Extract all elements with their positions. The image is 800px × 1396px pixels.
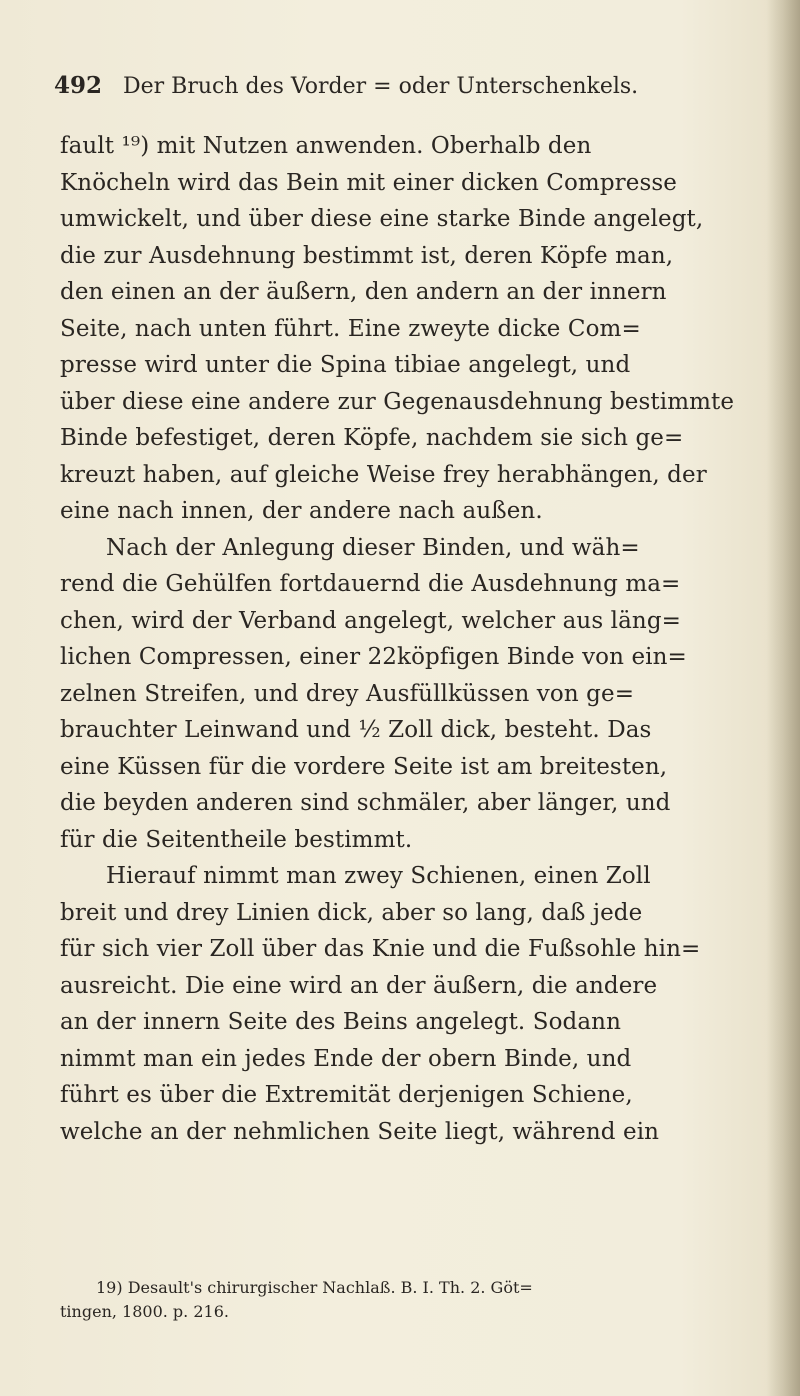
- text-line: rend die Gehülfen fortdauernd die Ausdehnung ma=: [60, 571, 681, 597]
- body-text: [60, 128, 760, 1150]
- paragraph-start-line: Nach der Anlegung dieser Binden, und wäh=: [106, 534, 640, 561]
- text-line: umwickelt, und über diese eine starke Binde angelegt,: [60, 206, 704, 232]
- text-line: kreuzt haben, auf gleiche Weise frey herabhängen, der: [60, 461, 707, 488]
- text-line: nimmt man ein jedes Ende der obern Binde, und: [60, 1045, 632, 1072]
- running-title: Der Bruch des Vorder = oder Unterschenkels.: [123, 74, 639, 99]
- text-line: die beyden anderen sind schmäler, aber länger, und: [60, 790, 671, 816]
- text-line: breit und drey Linien dick, aber so lang, daß jede: [60, 899, 643, 926]
- text-line: zelnen Streifen, und drey Ausfüllküssen von ge=: [60, 680, 635, 707]
- footnote: [60, 1276, 776, 1324]
- text-line: führt es über die Extremität derjenigen Schiene,: [60, 1082, 633, 1108]
- footnote-line: tingen, 1800. p. 216.: [60, 1302, 229, 1321]
- paragraph-start-line: Hierauf nimmt man zwey Schienen, einen Zoll: [106, 863, 651, 889]
- text-line: ausreicht. Die eine wird an der äußern, die andere: [60, 972, 658, 999]
- text-line: für die Seitentheile bestimmt.: [60, 826, 413, 853]
- text-line: über diese eine andere zur Gegenausdehnung bestimmte: [60, 388, 735, 415]
- page-gutter-shadow: [766, 0, 800, 1396]
- text-line: für sich vier Zoll über das Knie und die Fußsohle hin=: [60, 936, 701, 962]
- text-line: chen, wird der Verband angelegt, welcher aus läng=: [60, 607, 682, 634]
- footnote-line: 19) Desault's chirurgischer Nachlaß. B. I. Th. 2. Göt=: [96, 1278, 533, 1297]
- text-line: welche an der nehmlichen Seite liegt, während ein: [60, 1118, 660, 1145]
- text-line: Seite, nach unten führt. Eine zweyte dicke Com=: [60, 315, 641, 342]
- page-number: 492: [54, 72, 103, 99]
- running-header: [54, 72, 754, 102]
- text-line: an der innern Seite des Beins angelegt. Sodann: [60, 1009, 622, 1035]
- text-line: eine nach innen, der andere nach außen.: [60, 498, 543, 524]
- text-line: Binde befestiget, deren Köpfe, nachdem sie sich ge=: [60, 425, 684, 451]
- text-line: presse wird unter die Spina tibiae angelegt, und: [60, 352, 631, 378]
- text-line: den einen an der äußern, den andern an der innern: [60, 279, 667, 305]
- text-line: eine Küssen für die vordere Seite ist am breitesten,: [60, 753, 668, 780]
- text-line: die zur Ausdehnung bestimmt ist, deren Köpfe man,: [60, 242, 674, 269]
- text-line: fault ¹⁹) mit Nutzen anwenden. Oberhalb den: [60, 133, 592, 159]
- text-line: brauchter Leinwand und ½ Zoll dick, besteht. Das: [60, 717, 652, 743]
- text-line: lichen Compressen, einer 22köpfigen Binde von ein=: [60, 644, 687, 670]
- text-line: Knöcheln wird das Bein mit einer dicken Compresse: [60, 169, 677, 196]
